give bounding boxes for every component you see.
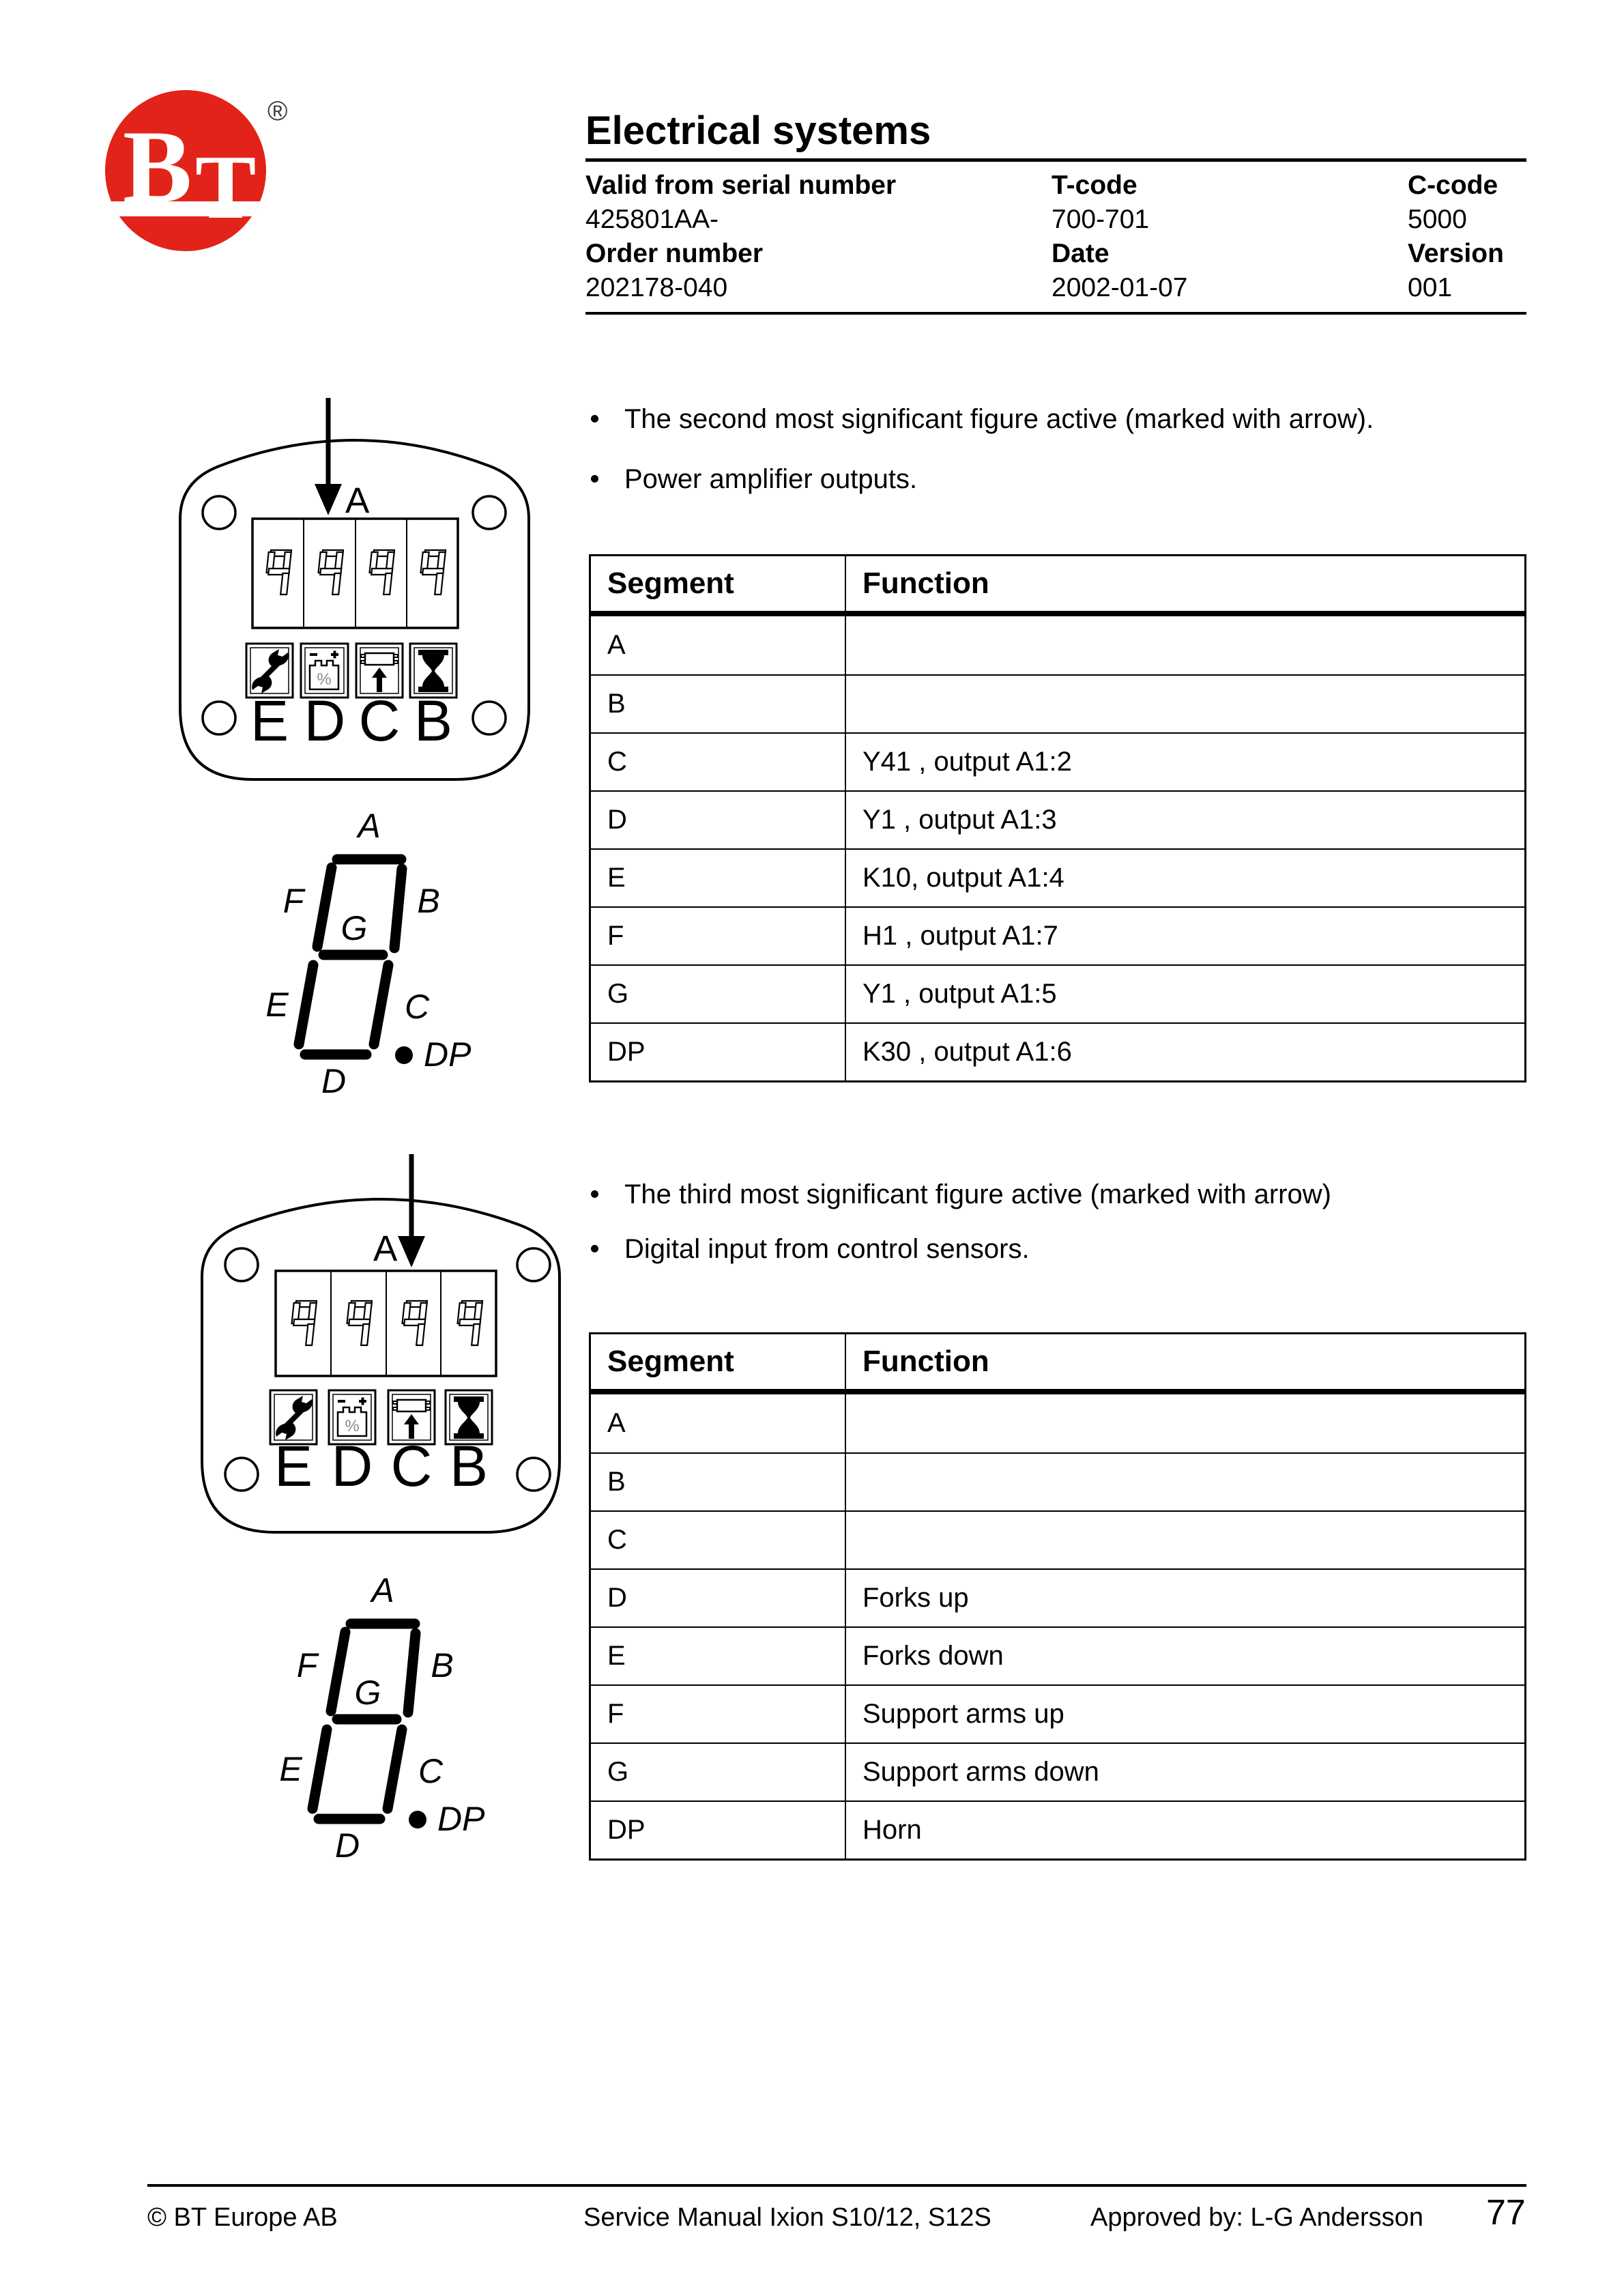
- table-cell-function: Y1 , output A1:5: [846, 964, 1524, 1022]
- screw-hole-icon: [473, 702, 506, 734]
- table-cell-function: Y41 , output A1:2: [846, 732, 1524, 790]
- table-header-segment: Segment: [591, 1334, 846, 1394]
- segment-label-a: A: [358, 807, 381, 845]
- segment-e: [299, 965, 313, 1044]
- icon-label-e: E: [274, 1434, 313, 1498]
- field-label-ccode: C-code: [1408, 171, 1498, 200]
- table-cell-function: Forks up: [846, 1568, 1524, 1626]
- field-value-tcode: 700-701: [1052, 205, 1150, 234]
- table-cell-function: [846, 1510, 1524, 1568]
- table-cell-segment: G: [591, 1742, 846, 1800]
- table-cell-segment: C: [591, 1510, 846, 1568]
- bt-logo-letter-b: B: [123, 109, 192, 224]
- field-value-order: 202178-040: [585, 273, 728, 302]
- table-cell-segment: F: [591, 906, 846, 964]
- field-label-serial: Valid from serial number: [585, 171, 897, 200]
- table-cell-segment: DP: [591, 1022, 846, 1080]
- table-cell-function: [846, 1452, 1524, 1510]
- seven-segment-diagram-1: [256, 795, 481, 1109]
- bullet-dot-icon: [591, 415, 598, 422]
- bullet-item: [591, 463, 917, 496]
- table-cell-segment: DP: [591, 1800, 846, 1859]
- icon-label-e: E: [250, 689, 289, 753]
- footer-approved-by: Approved by: L-G Andersson: [1090, 2203, 1423, 2232]
- segment-dp-dot: [395, 1046, 413, 1064]
- table-header-function: Function: [846, 556, 1524, 616]
- segment-label-g: G: [340, 909, 368, 947]
- field-value-date: 2002-01-07: [1052, 273, 1188, 302]
- bullet-text: Power amplifier outputs.: [624, 464, 918, 494]
- table-cell-function: K30 , output A1:6: [846, 1022, 1524, 1080]
- table-cell-segment: B: [591, 1452, 846, 1510]
- arrow-label: A: [345, 480, 370, 521]
- screw-hole-icon: [203, 496, 235, 529]
- table-header-segment: Segment: [591, 556, 846, 616]
- table-cell-function: H1 , output A1:7: [846, 906, 1524, 964]
- footer-page-number: 77: [1486, 2193, 1526, 2233]
- icon-label-d: D: [304, 689, 346, 753]
- table-cell-function: [846, 1394, 1524, 1452]
- field-value-version: 001: [1408, 273, 1453, 302]
- segment-b: [394, 869, 402, 948]
- screw-hole-icon: [203, 702, 235, 734]
- display-panel-drawing-1: [175, 392, 536, 788]
- table-cell-function: Support arms up: [846, 1684, 1524, 1742]
- arrow-label: A: [373, 1229, 398, 1269]
- registered-trademark-icon: ®: [267, 96, 288, 126]
- bullet-text: The third most significant figure active (marked with arrow): [624, 1179, 1331, 1209]
- field-label-date: Date: [1052, 239, 1110, 268]
- segment-label-d: D: [321, 1062, 347, 1100]
- field-label-version: Version: [1408, 239, 1504, 268]
- table-cell-segment: E: [591, 848, 846, 906]
- icon-label-c: C: [358, 689, 401, 753]
- page-title: Electrical systems: [585, 109, 931, 153]
- bullet-dot-icon: [591, 1245, 598, 1252]
- title-divider: [585, 158, 1526, 162]
- screw-hole-icon: [225, 1458, 258, 1491]
- table-cell-segment: F: [591, 1684, 846, 1742]
- seven-segment-diagram-2: [270, 1560, 495, 1874]
- table-cell-segment: A: [591, 616, 846, 674]
- icon-label-d: D: [331, 1434, 373, 1498]
- display-panel-drawing-2: [198, 1150, 566, 1542]
- field-label-tcode: T-code: [1052, 171, 1137, 200]
- table-cell-function: [846, 674, 1524, 732]
- footer-divider: [147, 2184, 1526, 2187]
- table-cell-segment: B: [591, 674, 846, 732]
- screw-hole-icon: [225, 1248, 258, 1281]
- screw-hole-icon: [517, 1458, 550, 1491]
- bt-logo-letter-t: T: [195, 137, 257, 238]
- header-divider: [585, 312, 1526, 315]
- bullet-item: [591, 403, 1374, 435]
- segment-c: [374, 965, 388, 1044]
- bullet-item: [591, 1233, 1030, 1265]
- field-label-order: Order number: [585, 239, 764, 268]
- icon-label-b: B: [449, 1434, 489, 1498]
- icon-label-c: C: [390, 1434, 433, 1498]
- table-cell-function: Support arms down: [846, 1742, 1524, 1800]
- table-cell-function: K10, output A1:4: [846, 848, 1524, 906]
- segment-f: [317, 867, 332, 947]
- segment-function-table-1: [589, 554, 1526, 1082]
- segment-label-f: F: [282, 882, 304, 920]
- table-cell-function: Forks down: [846, 1626, 1524, 1684]
- bullet-dot-icon: [591, 475, 598, 483]
- screw-hole-icon: [473, 496, 506, 529]
- table-cell-function: [846, 616, 1524, 674]
- icon-label-b: B: [414, 689, 453, 753]
- bullet-text: The second most significant figure active (marked with arrow).: [624, 404, 1374, 434]
- segment-label-b: B: [417, 882, 440, 920]
- table-cell-segment: E: [591, 1626, 846, 1684]
- segment-label-c: C: [404, 988, 430, 1026]
- bullet-text: Digital input from control sensors.: [624, 1234, 1030, 1264]
- table-cell-segment: A: [591, 1394, 846, 1452]
- table-cell-segment: D: [591, 1568, 846, 1626]
- bullet-dot-icon: [591, 1190, 598, 1198]
- screw-hole-icon: [517, 1248, 550, 1281]
- bt-logo: [96, 81, 300, 265]
- table-cell-function: Horn: [846, 1800, 1524, 1859]
- table-cell-segment: D: [591, 790, 846, 848]
- table-cell-segment: G: [591, 964, 846, 1022]
- footer-manual-title: Service Manual Ixion S10/12, S12S: [583, 2203, 991, 2232]
- segment-label-e: E: [265, 986, 289, 1024]
- table-cell-segment: C: [591, 732, 846, 790]
- field-value-serial: 425801AA-: [585, 205, 719, 234]
- field-value-ccode: 5000: [1408, 205, 1467, 234]
- bullet-item: [591, 1178, 1331, 1211]
- segment-label-dp: DP: [424, 1035, 472, 1074]
- footer-copyright: © BT Europe AB: [147, 2203, 338, 2232]
- segment-function-table-2: [589, 1332, 1526, 1861]
- table-header-function: Function: [846, 1334, 1524, 1394]
- table-cell-function: Y1 , output A1:3: [846, 790, 1524, 848]
